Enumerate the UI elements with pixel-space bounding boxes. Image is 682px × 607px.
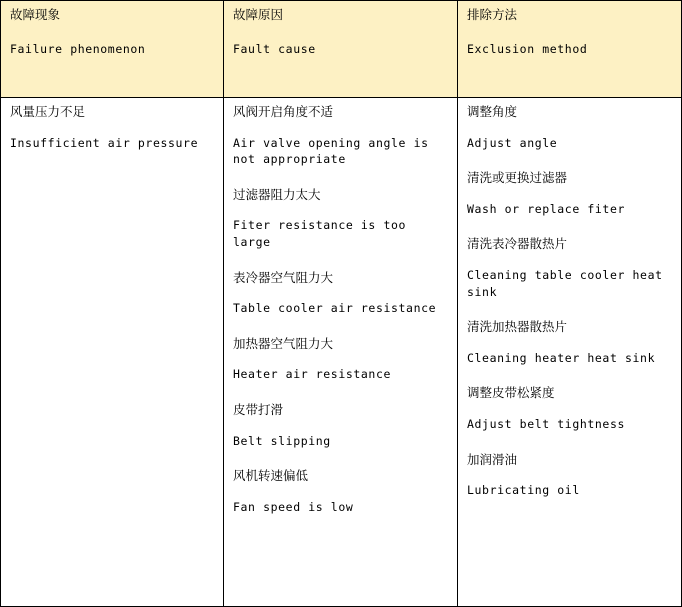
column-header-failure-phenomenon-cn: 故障现象 — [10, 7, 61, 22]
cause-item-cn: 风机转速偏低 — [233, 468, 309, 484]
method-item-en: Cleaning table cooler heat sink — [467, 267, 663, 299]
method-item-en: Adjust angle — [467, 135, 558, 150]
cause-item — [233, 404, 448, 449]
method-item — [467, 451, 672, 499]
cause-item-en: Heater air resistance — [233, 367, 391, 382]
table-body — [1, 98, 682, 607]
cause-item-cn: 皮带打滑 — [233, 402, 284, 418]
method-item-en: Lubricating oil — [467, 483, 580, 498]
phenomenon-item-en: Insufficient air pressure — [10, 135, 199, 150]
cause-item — [233, 186, 448, 251]
method-item-cn: 加润滑油 — [467, 451, 518, 467]
cause-item-en: Belt slipping — [233, 433, 331, 448]
method-item-cn: 清洗表冷器散热片 — [467, 236, 568, 252]
table-row — [1, 98, 682, 607]
method-item — [467, 238, 672, 300]
method-item-cn: 清洗加热器散热片 — [467, 319, 568, 335]
method-item-en: Wash or replace fiter — [467, 201, 625, 216]
phenomenon-item — [10, 106, 214, 151]
method-item — [467, 321, 672, 366]
phenomenon-item-cn: 风量压力不足 — [10, 104, 86, 119]
column-header-failure-phenomenon — [1, 1, 224, 98]
cause-item-cn: 加热器空气阻力大 — [233, 335, 334, 351]
column-header-exclusion-method-en: Exclusion method — [467, 41, 588, 56]
cause-item — [233, 335, 448, 383]
table-header — [1, 1, 682, 98]
table-header-row — [1, 1, 682, 98]
column-header-fault-cause-cn: 故障原因 — [233, 7, 284, 22]
cell-fault-cause — [224, 98, 458, 607]
cause-item-cn: 表冷器空气阻力大 — [233, 269, 334, 285]
column-header-fault-cause — [224, 1, 458, 98]
column-header-failure-phenomenon-en: Failure phenomenon — [10, 41, 146, 56]
cause-item — [233, 470, 448, 515]
method-item — [467, 172, 672, 217]
cause-item-en: Fiter resistance is too large — [233, 218, 407, 250]
method-item-en: Cleaning heater heat sink — [467, 350, 656, 365]
method-item-en: Adjust belt tightness — [467, 416, 625, 431]
method-item — [467, 387, 672, 432]
cell-failure-phenomenon — [1, 98, 224, 607]
method-item-cn: 清洗或更换过滤器 — [467, 170, 568, 186]
cause-item-en: Table cooler air resistance — [233, 301, 437, 316]
column-header-exclusion-method-cn: 排除方法 — [467, 7, 518, 22]
cause-item-en: Fan speed is low — [233, 499, 354, 514]
cause-item-en: Air valve opening angle is not appropriate — [233, 135, 429, 167]
cause-item-cn: 过滤器阻力太大 — [233, 186, 321, 202]
column-header-fault-cause-en: Fault cause — [233, 41, 316, 56]
method-item-cn: 调整皮带松紧度 — [467, 385, 555, 401]
cause-item-cn: 风阀开启角度不适 — [233, 104, 334, 119]
method-item — [467, 106, 672, 151]
cause-item — [233, 106, 448, 168]
cell-exclusion-method — [458, 98, 682, 607]
method-item-cn: 调整角度 — [467, 104, 518, 119]
cause-item — [233, 269, 448, 317]
column-header-exclusion-method — [458, 1, 682, 98]
